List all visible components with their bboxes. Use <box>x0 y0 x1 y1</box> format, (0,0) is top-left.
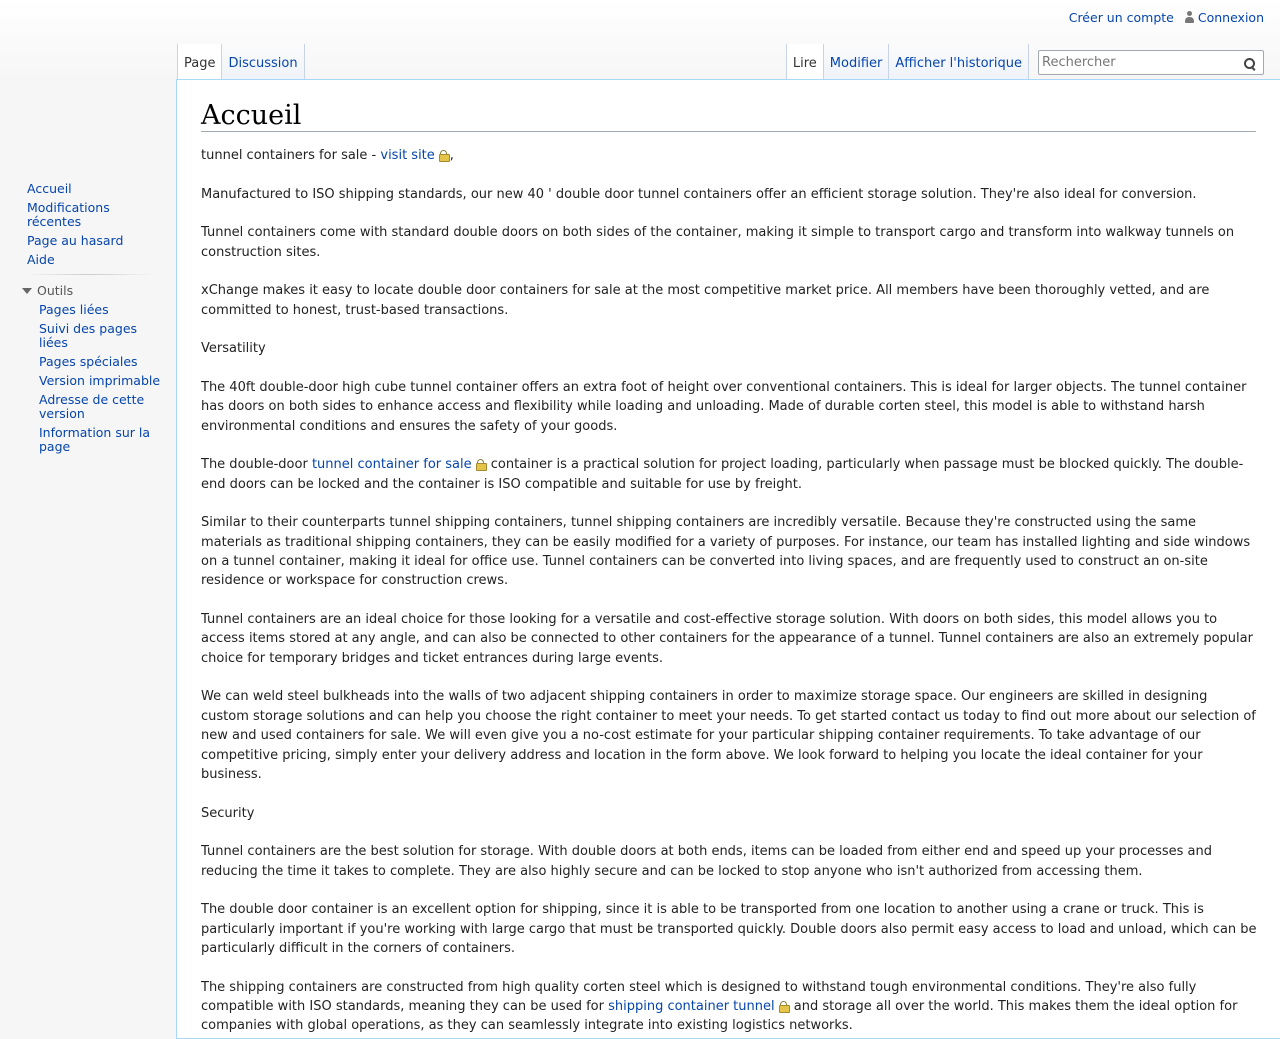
sidebar-item-permanent-link[interactable]: Adresse de cette version <box>39 392 145 421</box>
tab-edit[interactable] <box>823 44 889 80</box>
login-label: Connexion <box>1197 10 1264 25</box>
sidebar-item-special-pages[interactable]: Pages spéciales <box>39 354 138 369</box>
tab-edit-label: Modifier <box>829 56 883 71</box>
search-input[interactable] <box>1039 51 1235 74</box>
paragraph-text: The double-door <box>201 457 312 473</box>
paragraph: We can weld steel bulkheads into the walls of two adjacent shipping containers in order to maximize storage space. Our engineers are skilled in designing custom storage solutions and can help you choose the right container to meet your needs. To get started contact us today to find out more about our selection of new and used containers for sale. We will even give you a no-cost estimate for your particular shipping container requirements. To take advantage of our competitive pricing, simply enter your delivery address and location in the form above. We look forward to helping you locate the ideal container for your business. <box>201 689 1256 783</box>
paragraph: Tunnel containers are an ideal choice for those looking for a versatile and cost-effective storage solution. With doors on both sides, this model allows you to access items stored at any angle, and can also be connected to other containers for the appearance of a tunnel. Tunnel containers are also an extremely popular choice for temporary bridges and ticket entrances during large events. <box>201 612 1253 666</box>
sidebar-divider <box>26 274 154 275</box>
tab-discussion[interactable] <box>221 44 304 80</box>
sidebar-item-help[interactable]: Aide <box>27 252 55 267</box>
paragraph: Tunnel containers come with standard double doors on both sides of the container, making it simple to transport cargo and transform into walkway tunnels on construction sites. <box>201 225 1235 260</box>
content-area <box>176 79 1280 1039</box>
paragraph <box>201 978 1257 1036</box>
sidebar-item-related-changes[interactable]: Suivi des pages liées <box>39 321 138 350</box>
tab-read[interactable] <box>786 44 823 80</box>
tools-portlet <box>39 303 167 459</box>
tab-page-label: Page <box>184 56 216 71</box>
tab-history-label: Afficher l'historique <box>895 56 1022 71</box>
intro-text: tunnel containers for sale - <box>201 148 381 163</box>
page-title: Accueil <box>201 96 1256 132</box>
paragraph <box>201 455 1257 494</box>
lock-icon <box>476 459 485 469</box>
tab-page[interactable] <box>177 44 221 80</box>
search-box <box>1038 50 1264 75</box>
article-body <box>201 146 1257 1036</box>
intro-paragraph <box>201 146 1257 165</box>
user-icon <box>1184 11 1195 23</box>
personal-tools <box>1069 10 1264 25</box>
view-tabs <box>786 44 1029 80</box>
tools-heading[interactable] <box>22 283 73 298</box>
paragraph: The 40ft double-door high cube tunnel container offers an extra foot of height over conventional containers. This is ideal for larger objects. The tunnel container has doors on both sides to enhance access and flexibility while loading and unloading. Made of durable corten steel, this model is able to withstand harsh environmental conditions and ensures the safety of your goods. <box>201 379 1247 434</box>
shipping-container-tunnel-link[interactable]: shipping container tunnel <box>608 999 775 1015</box>
lock-icon <box>779 1001 788 1011</box>
sidebar-item-printable-version[interactable]: Version imprimable <box>39 373 161 388</box>
namespace-tabs <box>177 44 305 80</box>
create-account-link[interactable]: Créer un compte <box>1068 10 1174 25</box>
paragraph: Manufactured to ISO shipping standards, our new 40 ' double door tunnel containers offer an efficient storage solution. They're also ideal for conversion. <box>201 186 1197 202</box>
intro-tail: , <box>449 148 454 163</box>
tunnel-container-for-sale-link[interactable]: tunnel container for sale <box>311 457 472 473</box>
sidebar-item-accueil[interactable]: Accueil <box>27 181 72 196</box>
sidebar-item-recent-changes[interactable]: Modifications récentes <box>27 200 110 229</box>
navigation-portlet <box>27 182 167 272</box>
tab-read-label: Lire <box>792 56 817 71</box>
section-heading-security: Security <box>201 805 255 821</box>
lock-icon <box>439 150 448 160</box>
paragraph-text: container is a practical solution for project loading, particularly when passage must be blocked quickly. The double-end doors can be locked and the container is ISO compatible and suitable for use by freight. <box>201 457 1244 492</box>
paragraph: Similar to their counterparts tunnel shipping containers, tunnel shipping containers are incredibly versatile. Because they're constructed using the same materials as traditional shipping containers, they can be easily modified for a variety of purposes. For instance, our team has installed lighting and side windows on a tunnel container, making it ideal for office use. Tunnel containers can be converted into living spaces, and are frequently used to construct an on-site residence or workspace for construction crews. <box>201 515 1251 589</box>
paragraph-text: The shipping containers are constructed from high quality corten steel which is designed to withstand tough environmental conditions. They're also fully compatible with ISO standards, meaning they can be used for <box>201 979 1197 1015</box>
collapse-triangle-icon <box>22 288 32 294</box>
tools-heading-label: Outils <box>37 283 74 298</box>
search-icon[interactable] <box>1244 58 1255 69</box>
tab-discussion-label: Discussion <box>228 56 298 71</box>
paragraph: The double door container is an excellent option for shipping, since it is able to be transported from one location to another using a crane or truck. This is particularly important if you're working with large cargo that must be transported quickly. Double doors also permit easy access to load and unload, which can be particularly difficult in the corners of containers. <box>201 902 1257 957</box>
sidebar-item-page-info[interactable]: Information sur la page <box>39 425 151 454</box>
login-link[interactable] <box>1184 10 1264 25</box>
section-heading-versatility: Versatility <box>201 341 266 357</box>
visit-site-link[interactable]: visit site <box>380 148 435 163</box>
sidebar-item-what-links-here[interactable]: Pages liées <box>39 302 109 317</box>
sidebar-item-random-page[interactable]: Page au hasard <box>27 233 124 248</box>
tab-history[interactable] <box>888 44 1029 80</box>
paragraph: xChange makes it easy to locate double door containers for sale at the most competitive market price. All members have been thoroughly vetted, and are committed to honest, trust-based transactions. <box>201 283 1210 318</box>
paragraph-text: and storage all over the world. This makes them the ideal option for companies with global operations, as they can seamlessly integrate into existing logistics networks. <box>201 999 1238 1034</box>
paragraph: Tunnel containers are the best solution for storage. With double doors at both ends, items can be loaded from either end and speed up your processes and reducing the time it takes to complete. They are also highly secure and can be locked to stop anyone who isn't authorized from accessing them. <box>201 844 1213 879</box>
